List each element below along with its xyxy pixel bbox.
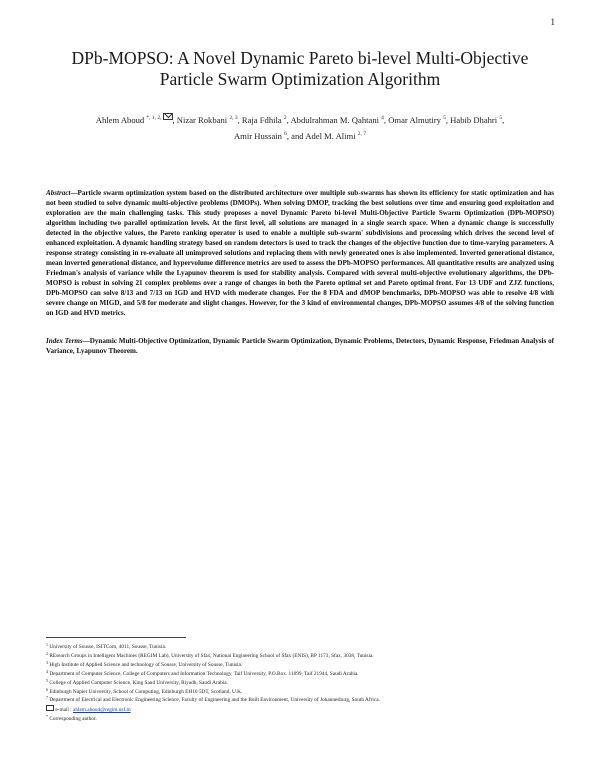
footnote-marker: 5	[46, 677, 48, 683]
author-affiliation: 5	[443, 115, 446, 121]
index-terms-label: Index Terms	[46, 337, 83, 345]
footnote	[46, 688, 566, 697]
author-affiliation: *, 1, 2,	[146, 115, 162, 121]
author-separator: ,	[172, 115, 177, 125]
email-footnote	[46, 705, 566, 715]
footnote-marker: 2	[46, 650, 48, 656]
footnote-marker: 6	[46, 686, 48, 692]
author-separator: ,	[502, 115, 505, 125]
footnote-text: Corresponding author.	[49, 716, 97, 723]
author-name: Habib Dhahri	[450, 115, 498, 125]
author-name: Adel M. Alimi	[305, 131, 356, 141]
page-number: 1	[550, 17, 555, 27]
footnote	[46, 652, 566, 661]
author-connector: , and	[286, 131, 306, 141]
footnote-marker: *	[46, 714, 48, 720]
envelope-icon	[163, 113, 173, 120]
index-terms-text: Dynamic Multi-Objective Optimization, Dynamic Particle Swarm Optimization, Dynamic Problems, Detectors, Dynamic Response, Friedman Analysis of Variance, Lyapunov Theorem.	[46, 337, 554, 355]
email-link[interactable]: ahlem.aboud@regim.usf.tn	[72, 707, 131, 714]
author-separator: ,	[445, 115, 451, 125]
title-line-2: Particle Swarm Optimization Algorithm	[159, 69, 441, 89]
footnote-marker: 4	[46, 668, 48, 674]
footnote-text: Department of Computer Science, College of Computers and Information Technology, Taif University, P.O.Box. 11099, Taif 21944, Saudi Arabia.	[49, 670, 359, 677]
footnote-text: REsearch Groups in Intelligent Machines (REGIM Lab), University of Sfax, National Engineering School of Sfax (ENIS), BP 1173, Sfax, 3038, Tunisia.	[49, 652, 374, 659]
author-name: Nizar Rokbani	[176, 115, 228, 125]
footnote-text: Edinburgh Napier University, School of Computing, Edinburgh EH10 5DT, Scotland, U.K.	[49, 688, 243, 695]
footnote	[46, 661, 566, 670]
footnote-text: Department of Electrical and Electronic Engineering Science, Faculty of Engineering and the Built Environment, University of Johannesburg, South Africa.	[49, 697, 380, 704]
footnote	[46, 679, 566, 688]
author-affiliation: 6	[284, 131, 287, 137]
author-affiliation: 2, 3	[229, 115, 238, 121]
author-name: Omar Almutiry	[388, 115, 441, 125]
abstract-dash: —	[70, 189, 78, 197]
envelope-icon	[46, 705, 54, 711]
author-affiliation: 2	[283, 115, 287, 121]
footnote-marker: 3	[46, 659, 48, 665]
abstract-label: Abstract	[46, 189, 71, 197]
author-separator: ,	[286, 115, 291, 125]
author-name: Ahlem Aboud	[95, 115, 145, 125]
email-prefix: e-mail :	[55, 707, 73, 714]
author-line-1	[40, 112, 560, 128]
footnote-text: College of Applied Computer Science, King Saud University, Riyadh, Saudi Arabia.	[49, 679, 228, 686]
footnote-text: University of Sousse, ISITCom, 4011, Sousse, Tunisia.	[49, 644, 167, 650]
author-line-2	[40, 128, 560, 144]
footnote	[46, 643, 566, 652]
author-affiliation: 2, 7	[357, 131, 367, 137]
author-name: Abdulrahman M. Qahtani	[290, 115, 380, 125]
footnotes	[46, 643, 566, 724]
author-affiliation: 5	[499, 115, 503, 121]
footnote	[46, 670, 566, 679]
author-name: Amir Hussain	[233, 131, 282, 141]
footnote	[46, 696, 566, 705]
index-terms-dash: —	[82, 337, 90, 345]
abstract	[46, 188, 554, 318]
author-separator: ,	[237, 115, 242, 125]
paper-title	[40, 48, 560, 90]
author-separator: ,	[383, 115, 389, 125]
title-line-1: DPb-MOPSO: A Novel Dynamic Pareto bi-level Multi-Objective	[71, 48, 529, 68]
footnote-marker: 1	[46, 642, 48, 647]
footnote-divider	[46, 637, 186, 638]
author-affiliation: 4	[381, 115, 384, 121]
footnote-text: High Institute of Applied Science and technology of Sousse, University of Sousse, Tunisia.	[49, 661, 243, 668]
footnote-marker: 7	[46, 695, 48, 701]
author-name: Raja Fdhila	[241, 115, 282, 125]
index-terms	[46, 336, 554, 356]
abstract-text: Particle swarm optimization system based on the distributed architecture over multiple sub-swarms has shown its efficiency for static optimization and has not been studied to solve dynamic multi-objective problems (DMOPs). When solving DMOP, tracking the best solutions over time and ensuring good exploitation and exploration are the main challenging tasks. This study proposes a novel Dynamic Pareto bi-level Multi-Objective Particle Swarm Optimization (DPb-MOPSO) algorithm including two parallel optimization levels. At the first level, all solutions are managed in a single search space. When a dynamic change is successfully detected in the objective values, the Pareto ranking operator is used to enable a multiple sub-swarm' subdivisions and processing which drives the second level of enhanced exploitation. A dynamic handling strategy based on random detectors is used to track the changes of the objective function due to time-varying parameters. A response strategy consisting in re-evaluate all unimproved solutions and replacing them with newly generated ones is also implemented. Inverted generational distance, mean inverted generational distance, and hypervolume difference metrics are used to assess the DPb-MOPSO performances. All quantitative results are analyzed using Friedman's analysis of variance while the Lyapunov theorem is used for stability analysis. Compared with several multi-objective evolutionary algorithms, the DPb-MOPSO is robust in solving 21 complex problems over a range of changes in both the Pareto optimal set and Pareto optimal front. For 13 UDF and ZJZ functions, DPb-MOPSO can solve 8/13 and 7/13 on IGD and HVD with moderate changes. For the 8 FDA and dMOP benchmarks, DPb-MOPSO was able to resolve 4/8 with severe change on MIGD, and 5/8 for moderate and slight changes. However, for the 3 kind of environmental changes, DPb-MOPSO assumes 4/8 of the solving function on IGD and HVD metrics.	[46, 189, 554, 317]
author-list	[40, 112, 560, 144]
corresponding-footnote	[46, 715, 566, 724]
